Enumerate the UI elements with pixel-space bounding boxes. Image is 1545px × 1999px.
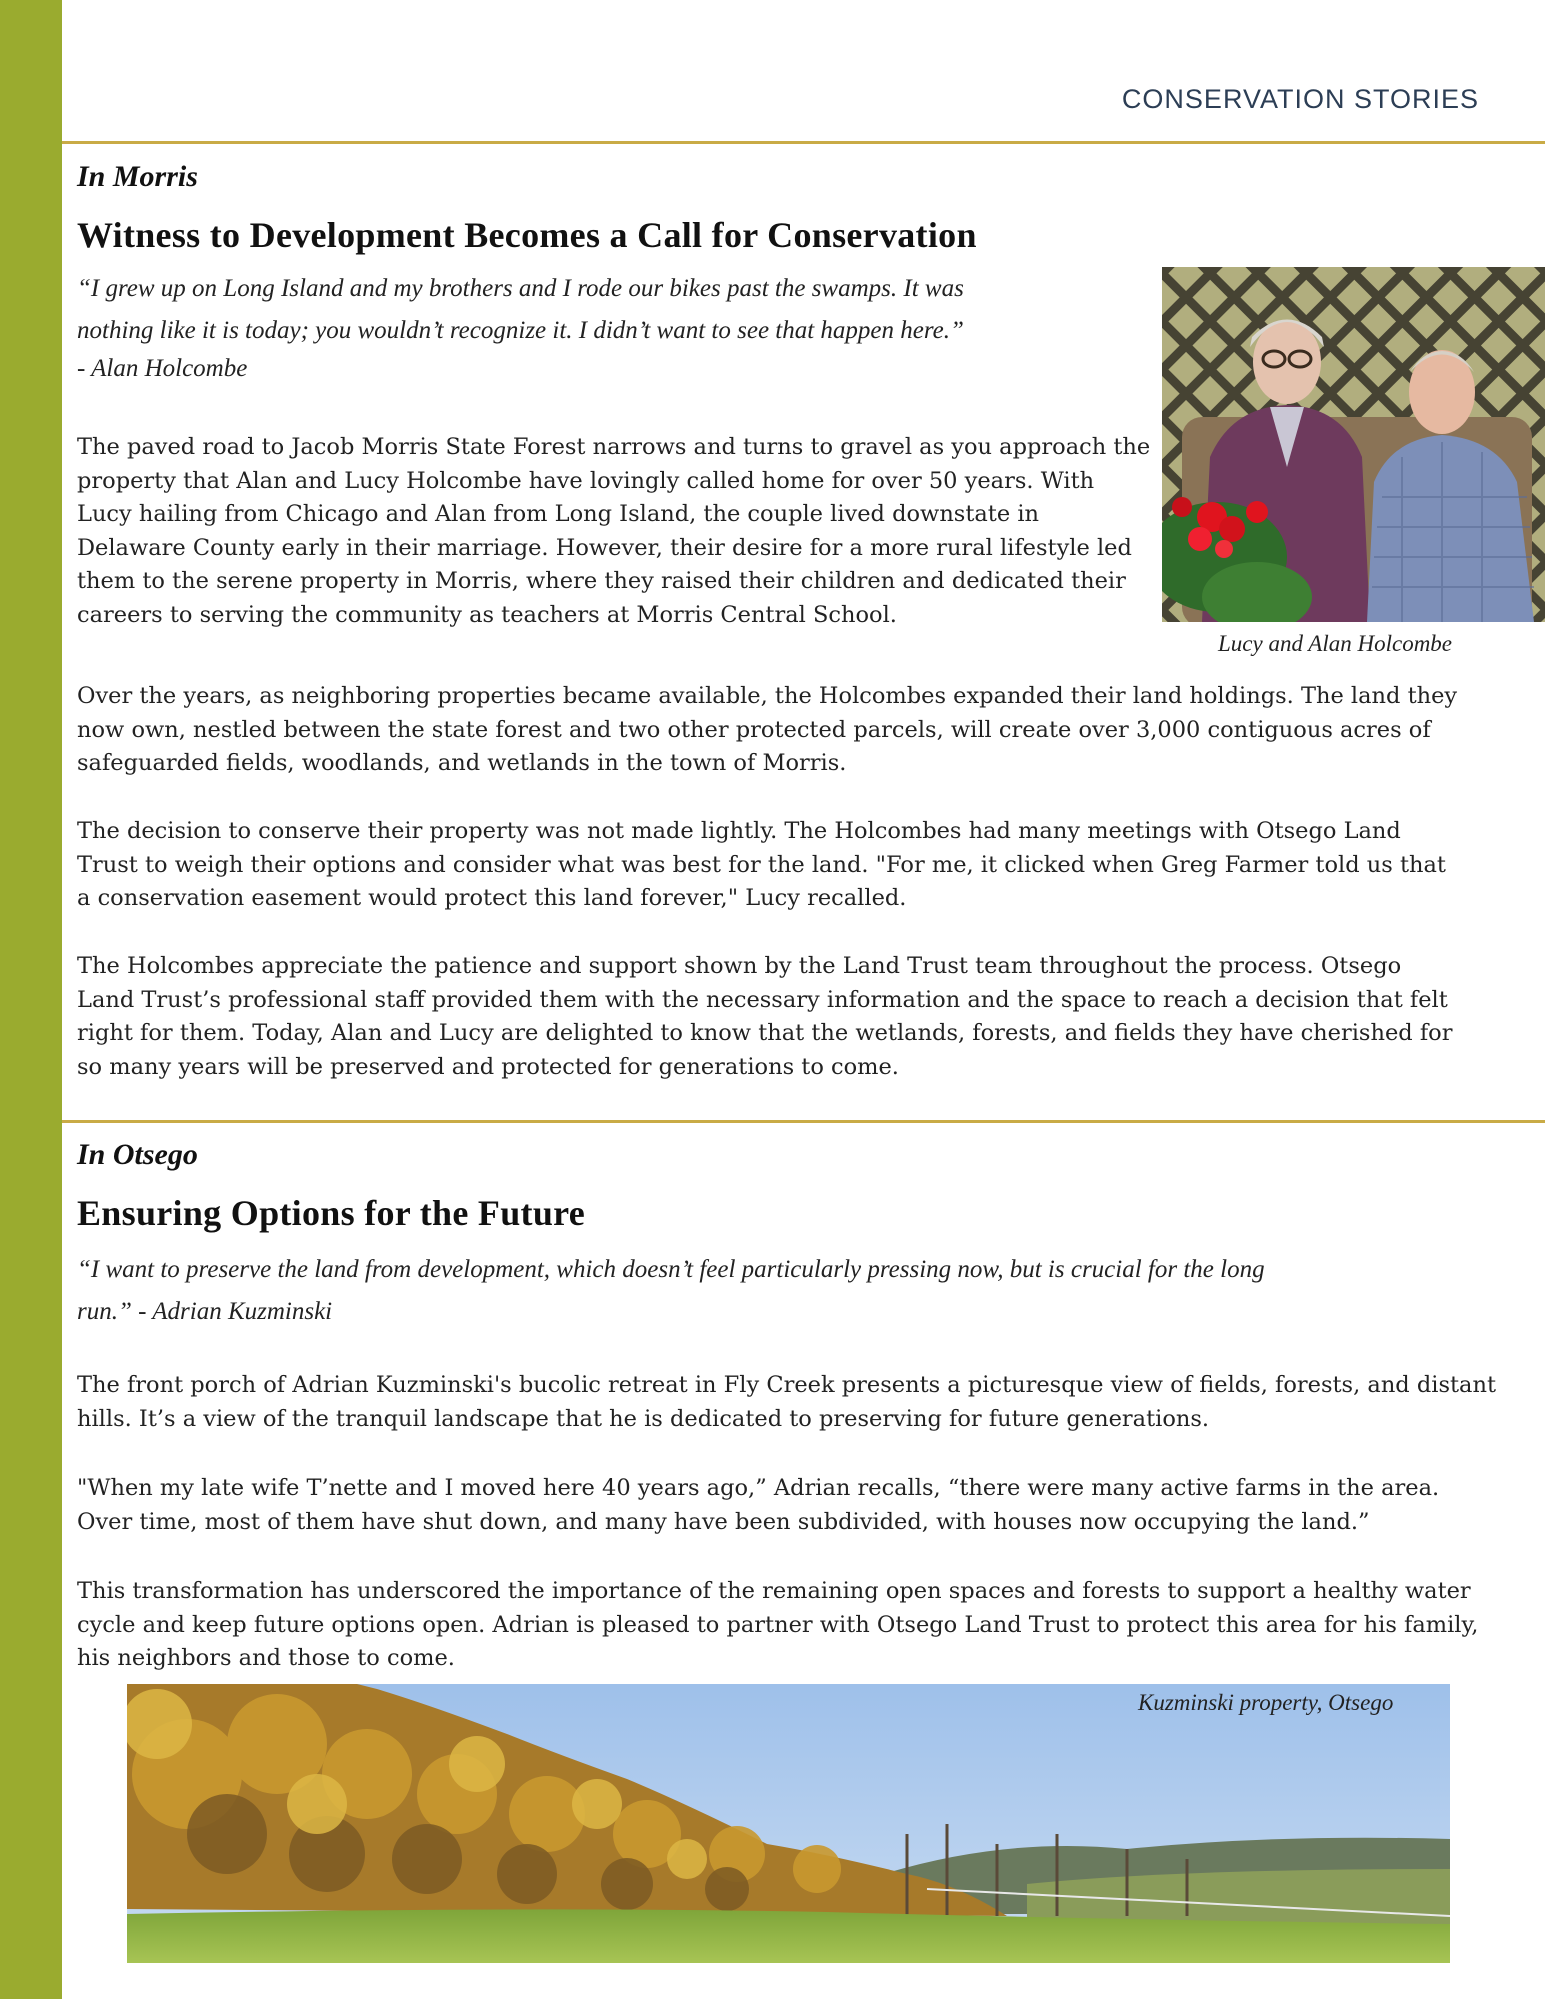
kuzminski-photo-caption: Kuzminski property, Otsego [1138, 1690, 1394, 1715]
story1-location: In Morris [77, 160, 198, 193]
story2-quote-line1: “I want to preserve the land from development, which doesn’t feel particularly pressing now, but is crucial for the long [77, 1256, 1265, 1283]
divider-middle [62, 1120, 1545, 1123]
story2-paragraph-1: The front porch of Adrian Kuzminski's bucolic retreat in Fly Creek presents a picturesque view of fields, forests, and distant hills. It’s a view of the tranquil landscape that he is dedicated to preserving for future generations. [77, 1372, 1496, 1432]
story1-paragraph-4: The Holcombes appreciate the patience and support shown by the Land Trust team throughout the process. Otsego Land Trust’s professional staff provided them with the necessary information and the space to reach a decision that felt right for them. Today, Alan and Lucy are delighted to know that the wetlands, forests, and fields they have cherished for so many years will be preserved and protected for generations to come. [77, 953, 1453, 1080]
story1-quote-line2: nothing like it is today; you wouldn’t recognize it. I didn’t want to see that happen here.” [77, 317, 964, 344]
story1-title: Witness to Development Becomes a Call for Conservation [77, 215, 977, 255]
kuzminski-property-photo [127, 1684, 1450, 1963]
story1-paragraph-1: The paved road to Jacob Morris State Forest narrows and turns to gravel as you approach the property that Alan and Lucy Holcombe have lovingly called home for over 50 years. With Lucy hailing from Chicago and Alan from Long Island, the couple lived downstate in Delaware County early in their marriage. However, their desire for a more rural lifestyle led them to the serene property in Morris, where they raised their children and dedicated their careers to serving the community as teachers at Morris Central School. [77, 434, 1151, 628]
holcombe-photo [1162, 267, 1545, 622]
story2-paragraph-2: "When my late wife T’nette and I moved here 40 years ago,” Adrian recalls, “there were many active farms in the area. Over time, most of them have shut down, and many have been subdivided, with houses now occupying the land.” [77, 1475, 1440, 1535]
story2-quote [77, 1249, 1497, 1333]
divider-top [62, 141, 1545, 144]
story1-quote-attribution: - Alan Holcombe [77, 355, 248, 382]
holcombe-photo-image [1162, 267, 1545, 622]
story2-quote-line2: run.” - Adrian Kuzminski [77, 1298, 333, 1325]
story1-paragraph-3: The decision to conserve their property was not made lightly. The Holcombes had many meetings with Otsego Land Trust to weigh their options and consider what was best for the land. "For me, it clicked when Greg Farmer told us that a conservation easement would protect this land forever," Lucy recalled. [77, 818, 1446, 911]
section-header: CONSERVATION STORIES [1121, 84, 1479, 114]
story1-quote-line1: “I grew up on Long Island and my brothers and I rode our bikes past the swamps. It was [77, 275, 964, 302]
story2-title: Ensuring Options for the Future [77, 1193, 586, 1233]
story1-quote [77, 268, 1157, 386]
kuzminski-property-image [127, 1684, 1450, 1963]
story2-location: In Otsego [77, 1138, 198, 1171]
sidebar-accent-bar [0, 0, 62, 1999]
story2-paragraph-3: This transformation has underscored the importance of the remaining open spaces and forests to support a healthy water cycle and keep future options open. Adrian is pleased to partner with Otsego Land Trust to protect this area for his family, his neighbors and those to come. [77, 1578, 1479, 1671]
story1-paragraph-2: Over the years, as neighboring properties became available, the Holcombes expanded their land holdings. The land they now own, nestled between the state forest and two other protected parcels, will create over 3,000 contiguous acres of safeguarded fields, woodlands, and wetlands in the town of Morris. [77, 683, 1458, 776]
holcombe-photo-caption: Lucy and Alan Holcombe [1218, 631, 1453, 656]
